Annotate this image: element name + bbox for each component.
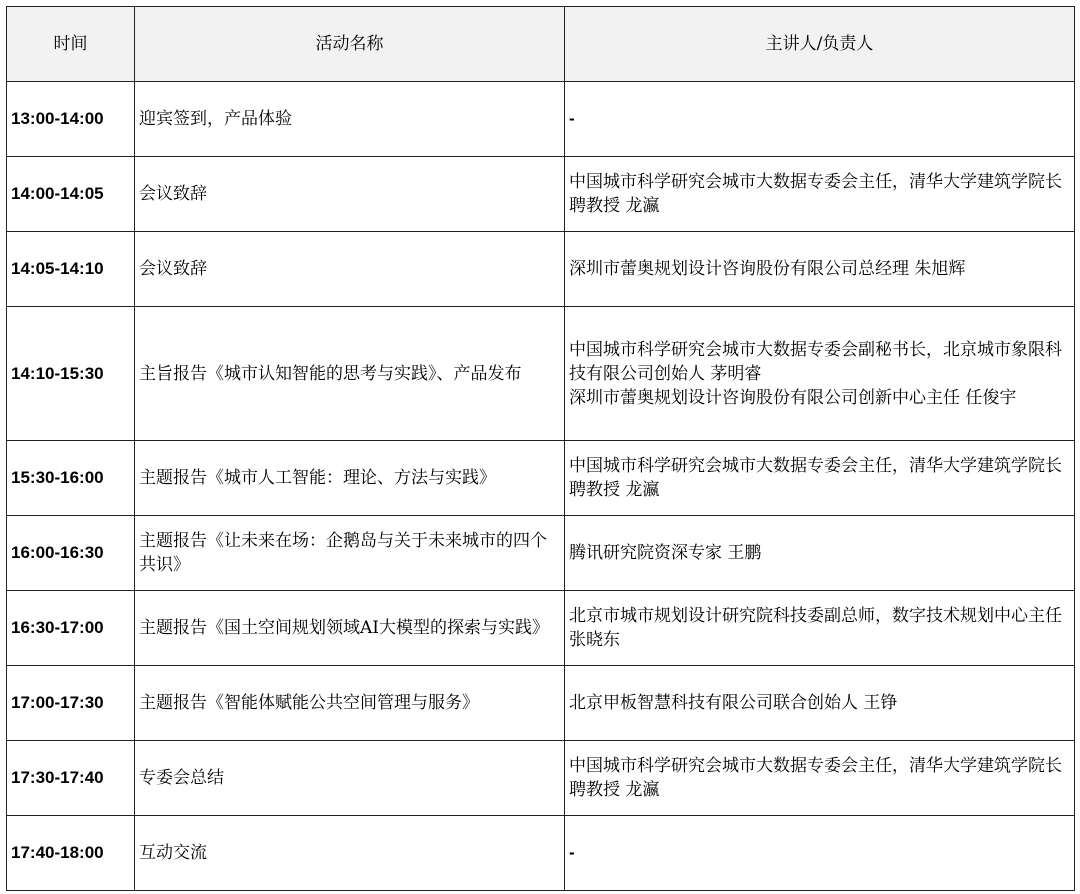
table-body <box>7 82 1075 891</box>
activity-cell: 主旨报告《城市认知智能的思考与实践》、产品发布 <box>135 307 565 441</box>
speaker-cell <box>565 441 1075 516</box>
speaker-cell <box>565 666 1075 741</box>
speaker-line: 腾讯研究院资深专家 王鹏 <box>569 543 762 563</box>
time-cell: 17:30-17:40 <box>7 741 135 816</box>
header-activity: 活动名称 <box>135 7 565 82</box>
speaker-line: 中国城市科学研究会城市大数据专委会主任，清华大学建筑学院长聘教授 龙瀛 <box>569 456 1062 500</box>
table-row <box>7 666 1075 741</box>
table-row <box>7 816 1075 891</box>
time-cell: 17:00-17:30 <box>7 666 135 741</box>
time-cell: 14:00-14:05 <box>7 157 135 232</box>
time-cell: 13:00-14:00 <box>7 82 135 157</box>
speaker-line: 北京市城市规划设计研究院科技委副总师，数字技术规划中心主任 张晓东 <box>569 606 1062 650</box>
time-cell: 17:40-18:00 <box>7 816 135 891</box>
speaker-line: 深圳市蕾奥规划设计咨询股份有限公司创新中心主任 任俊宇 <box>569 387 1017 408</box>
activity-cell: 专委会总结 <box>135 741 565 816</box>
table-row <box>7 741 1075 816</box>
table-row <box>7 591 1075 666</box>
speaker-line: - <box>569 109 575 128</box>
header-speaker: 主讲人/负责人 <box>565 7 1075 82</box>
speaker-line: 中国城市科学研究会城市大数据专委会主任，清华大学建筑学院长聘教授 龙瀛 <box>569 172 1062 216</box>
table-row <box>7 441 1075 516</box>
speaker-cell <box>565 591 1075 666</box>
time-cell: 14:05-14:10 <box>7 232 135 307</box>
speaker-line: - <box>569 843 575 862</box>
table-row <box>7 516 1075 591</box>
speaker-cell <box>565 232 1075 307</box>
table-row <box>7 307 1075 441</box>
agenda-table <box>6 6 1075 891</box>
speaker-cell <box>565 516 1075 591</box>
speaker-line: 北京甲板智慧科技有限公司联合创始人 王铮 <box>569 693 898 713</box>
speaker-cell <box>565 157 1075 232</box>
speaker-line: 中国城市科学研究会城市大数据专委会主任，清华大学建筑学院长聘教授 龙瀛 <box>569 756 1062 800</box>
activity-cell: 会议致辞 <box>135 157 565 232</box>
time-cell: 14:10-15:30 <box>7 307 135 441</box>
activity-cell: 主题报告《城市人工智能：理论、方法与实践》 <box>135 441 565 516</box>
speaker-cell <box>565 82 1075 157</box>
activity-cell: 互动交流 <box>135 816 565 891</box>
speaker-cell <box>565 741 1075 816</box>
table-row <box>7 157 1075 232</box>
activity-cell: 主题报告《国土空间规划领域AI大模型的探索与实践》 <box>135 591 565 666</box>
time-cell: 16:30-17:00 <box>7 591 135 666</box>
header-row <box>7 7 1075 82</box>
table-header <box>7 7 1075 82</box>
time-cell: 16:00-16:30 <box>7 516 135 591</box>
speaker-line: 深圳市蕾奥规划设计咨询股份有限公司总经理 朱旭辉 <box>569 259 966 279</box>
speaker-line: 中国城市科学研究会城市大数据专委会副秘书长，北京城市象限科技有限公司创始人 茅明睿 <box>569 339 1062 384</box>
table-row <box>7 82 1075 157</box>
time-cell: 15:30-16:00 <box>7 441 135 516</box>
activity-cell: 迎宾签到，产品体验 <box>135 82 565 157</box>
header-time: 时间 <box>7 7 135 82</box>
activity-cell: 主题报告《让未来在场：企鹅岛与关于未来城市的四个共识》 <box>135 516 565 591</box>
speaker-cell <box>565 816 1075 891</box>
table-row <box>7 232 1075 307</box>
speaker-cell <box>565 307 1075 441</box>
activity-cell: 主题报告《智能体赋能公共空间管理与服务》 <box>135 666 565 741</box>
activity-cell: 会议致辞 <box>135 232 565 307</box>
